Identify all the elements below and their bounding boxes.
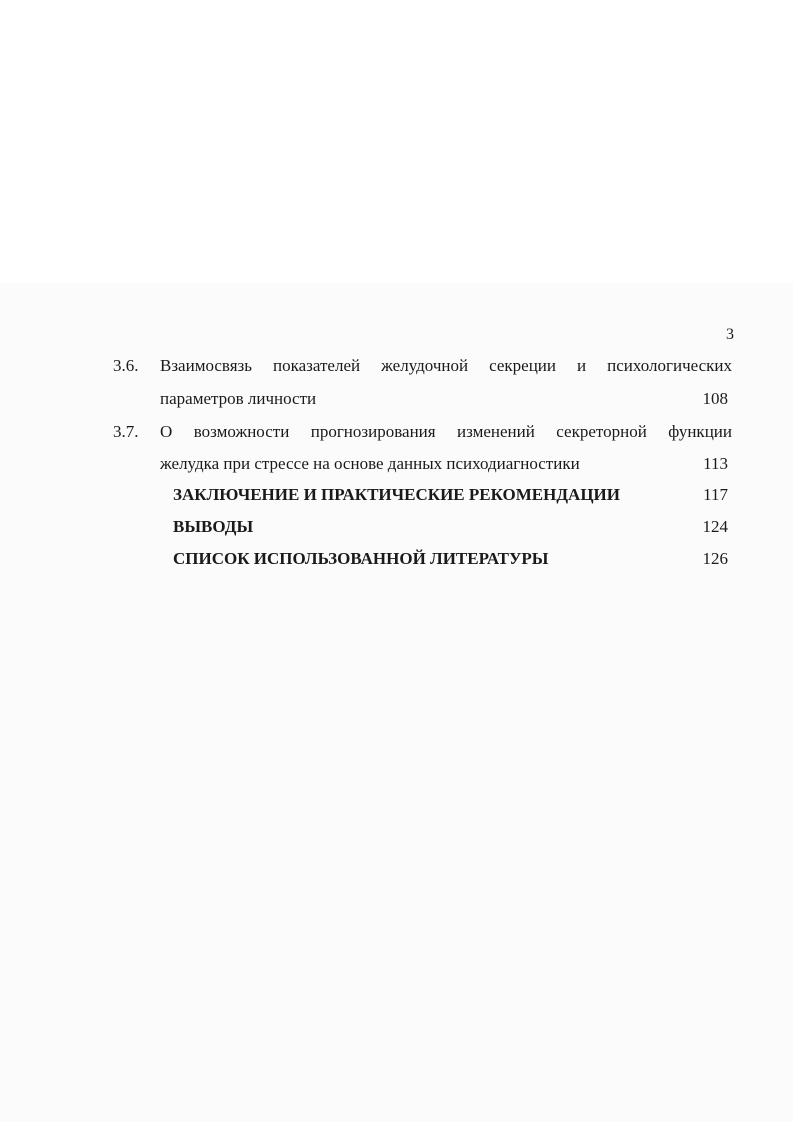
toc-heading-page: 126 bbox=[702, 549, 728, 568]
toc-entry-title-line1: О возможности прогнозирования изменений секреторной функции bbox=[160, 422, 732, 441]
toc-heading-findings: ВЫВОДЫ bbox=[173, 517, 254, 536]
toc-entry-page: 108 bbox=[702, 389, 728, 408]
toc-entry-number: 3.7. bbox=[113, 422, 139, 441]
scan-background bbox=[0, 283, 793, 1122]
toc-heading-references: СПИСОК ИСПОЛЬЗОВАННОЙ ЛИТЕРАТУРЫ bbox=[173, 549, 549, 568]
page-number: 3 bbox=[726, 326, 734, 343]
toc-entry-title-line2: желудка при стрессе на основе данных психодиагностики bbox=[160, 454, 580, 473]
toc-entry-number: 3.6. bbox=[113, 356, 139, 375]
toc-heading-conclusion: ЗАКЛЮЧЕНИЕ И ПРАКТИЧЕСКИЕ РЕКОМЕНДАЦИИ bbox=[173, 485, 620, 504]
toc-entry-title-line2: параметров личности bbox=[160, 389, 317, 408]
toc-entry-page: 113 bbox=[703, 454, 728, 473]
toc-heading-page: 117 bbox=[703, 485, 728, 504]
toc-entry-title-line1: Взаимосвязь показателей желудочной секреции и психологических bbox=[160, 356, 732, 375]
toc-heading-page: 124 bbox=[702, 517, 728, 536]
